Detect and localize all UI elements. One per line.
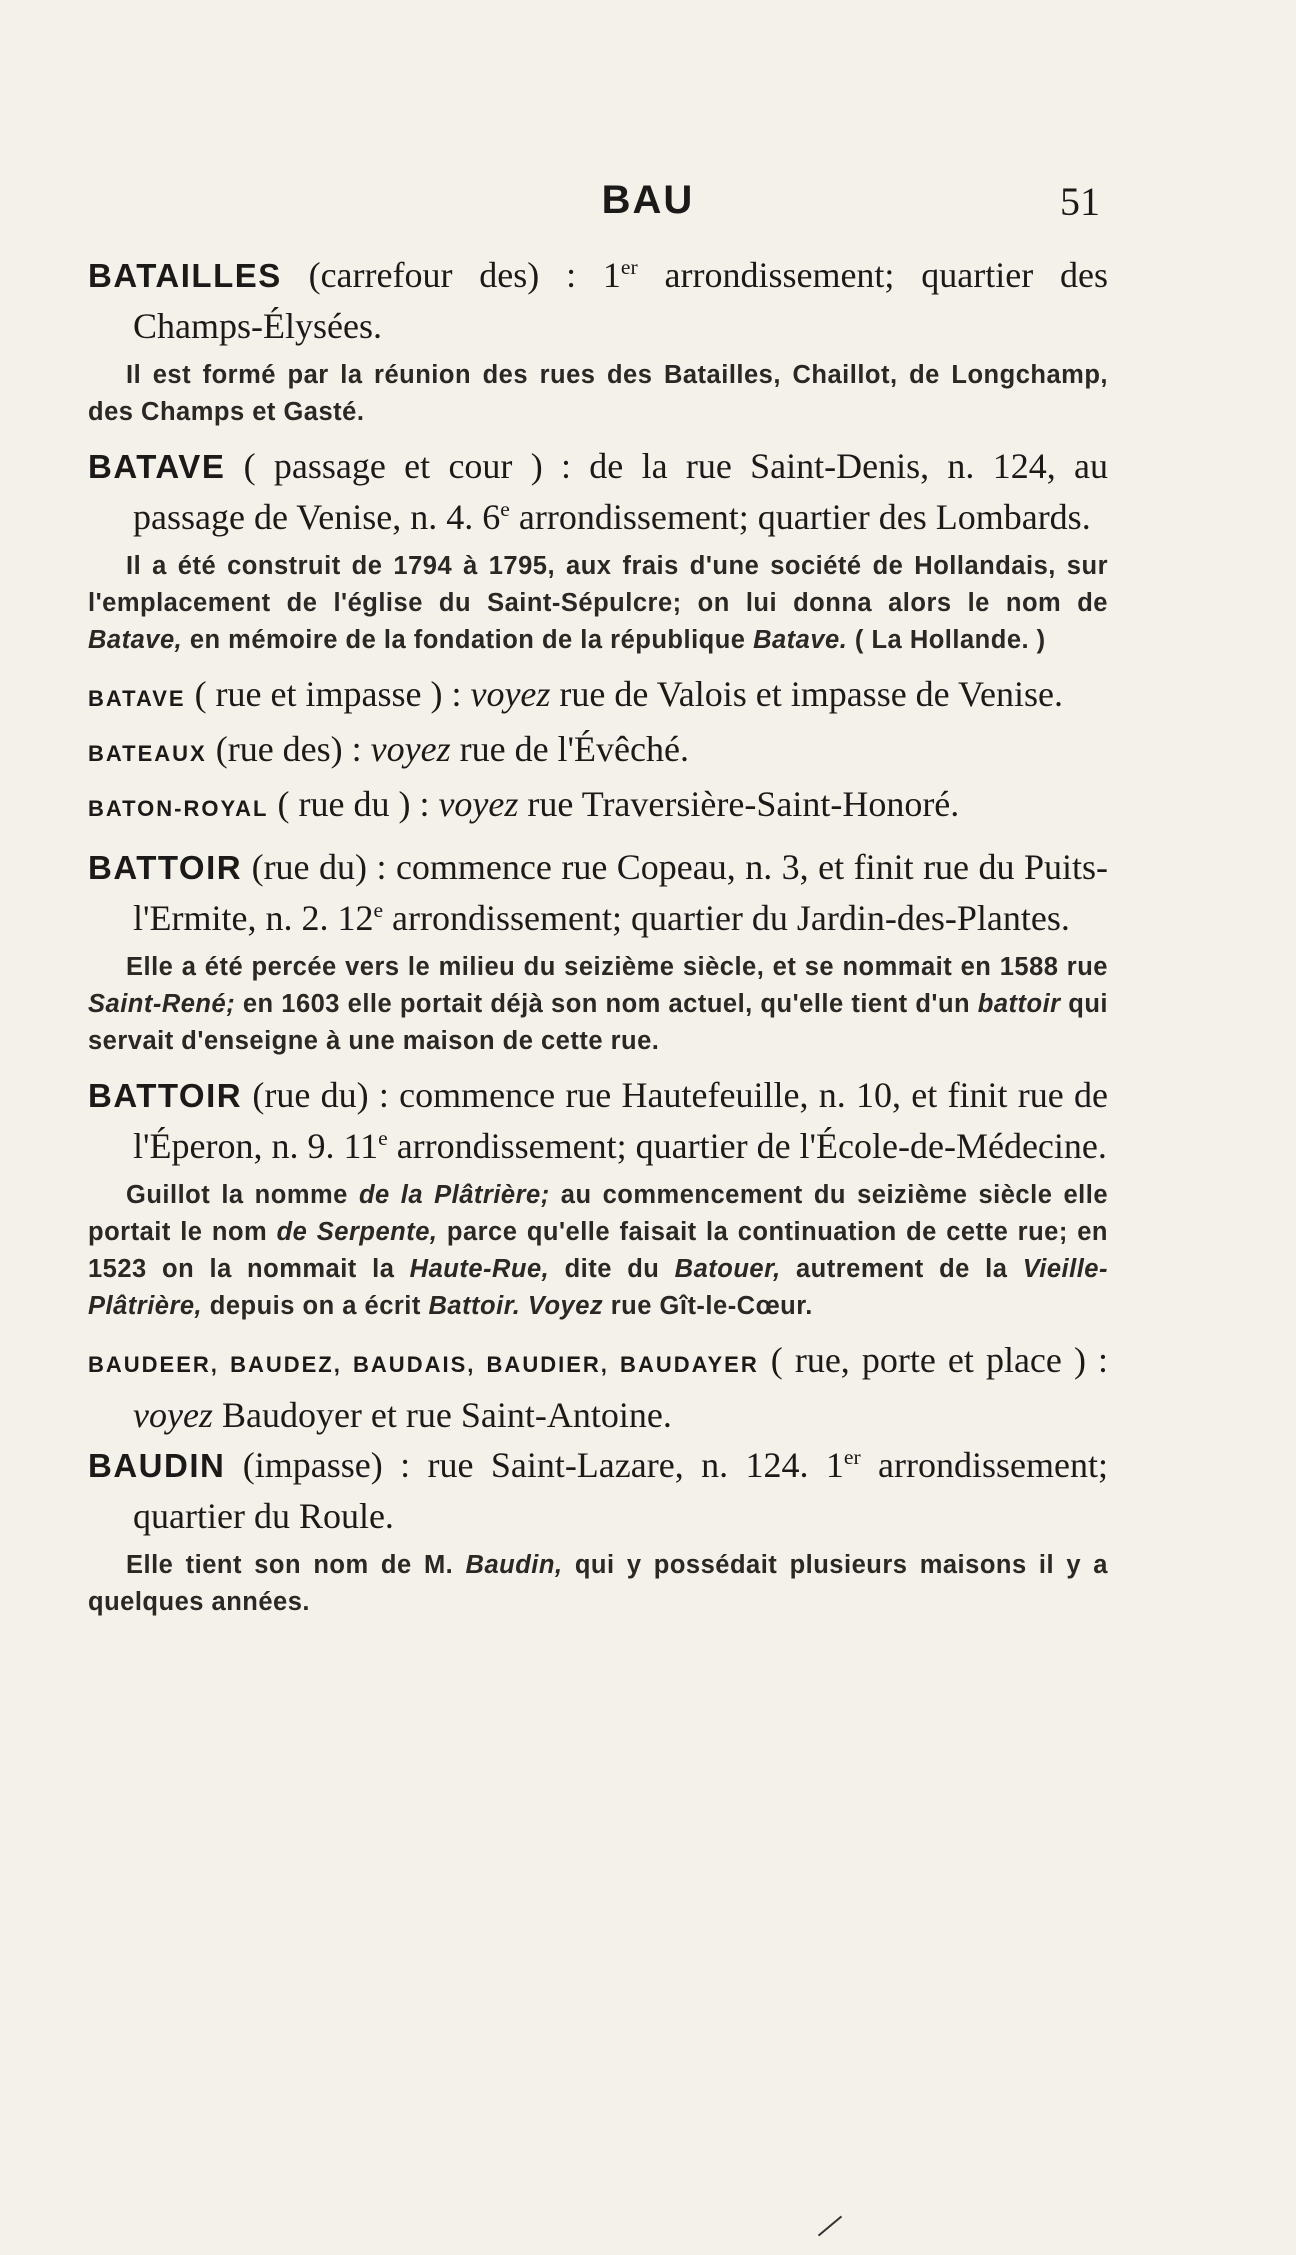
note-text: Il a été construit de 1794 à 1795, aux frais d'une société de Hollandais, sur l'emplacement de l'église du Saint-Sépulcre; on lui donna alors le nom de bbox=[88, 552, 1108, 617]
note-italic: Vieille-Plâtrière, bbox=[88, 1255, 1108, 1320]
note-baudin bbox=[88, 1547, 1108, 1621]
headword: BATTOIR bbox=[88, 849, 243, 886]
entry-battoir-copeau bbox=[88, 842, 1108, 943]
headword: BAUDEER, BAUDEZ, BAUDAIS, BAUDIER, BAUDAYER bbox=[88, 1352, 759, 1377]
note-battoir-hautefeuille bbox=[88, 1177, 1108, 1325]
dictionary-text bbox=[88, 250, 1108, 1631]
note-text: parce qu'elle faisait la continuation de cette rue; en 1523 on la nommait la bbox=[88, 1218, 1108, 1283]
entry-text: arrondissement; quartier du Jardin-des-Plantes. bbox=[383, 898, 1070, 938]
entry-text: arrondissement; quartier des Lombards. bbox=[509, 497, 1091, 537]
note-italic: battoir bbox=[977, 990, 1061, 1018]
entry-bateaux bbox=[88, 724, 1108, 779]
note-text: Elle a été percée vers le milieu du seizième siècle, et se nommait en 1588 rue bbox=[126, 953, 1108, 981]
entry-text: (rue du) : commence rue Copeau, n. 3, et finit rue du Puits-l'Ermite, n. 2. 12 bbox=[133, 847, 1108, 938]
entry-text: rue de l'Évêché. bbox=[450, 729, 689, 769]
superscript: e bbox=[500, 497, 510, 521]
superscript: er bbox=[620, 255, 638, 279]
headword: BATON-ROYAL bbox=[88, 796, 269, 821]
note-italic: Battoir. bbox=[428, 1292, 521, 1320]
superscript: e bbox=[373, 898, 384, 922]
note-text: qui servait d'enseigne à une maison de cette rue. bbox=[88, 990, 1109, 1055]
pencil-mark bbox=[818, 2216, 842, 2237]
note-text: qui y possédait plusieurs maisons il y a quelques années. bbox=[88, 1551, 1108, 1616]
note-text: rue Gît-le-Cœur. bbox=[603, 1292, 813, 1320]
note-text: dite du bbox=[549, 1255, 675, 1283]
note-italic: Voyez bbox=[527, 1292, 604, 1320]
note-italic: Haute-Rue, bbox=[409, 1255, 550, 1283]
running-title: BAU bbox=[601, 178, 695, 222]
entry-text: ( passage et cour ) : de la rue Saint-Denis, n. 124, au passage de Venise, n. 4. 6 bbox=[133, 446, 1108, 537]
note-italic: Batouer, bbox=[674, 1255, 781, 1283]
entry-text: rue Traversière-Saint-Honoré. bbox=[518, 784, 960, 824]
entry-italic: voyez bbox=[438, 784, 519, 824]
entry-text: ( rue, porte et place ) : bbox=[758, 1340, 1108, 1380]
entry-text: rue de Valois et impasse de Venise. bbox=[550, 674, 1063, 714]
entry-battoir-hautefeuille bbox=[88, 1070, 1108, 1171]
entry-italic: voyez bbox=[470, 674, 551, 714]
note-batailles: Il est formé par la réunion des rues des Batailles, Chaillot, de Longchamp, des Champs et Gasté. bbox=[88, 361, 1108, 426]
entry-text: (carrefour des) : 1 bbox=[281, 255, 621, 295]
entry-text: Baudoyer et rue Saint-Antoine. bbox=[212, 1395, 672, 1435]
note-text: Elle tient son nom de M. bbox=[126, 1551, 466, 1579]
note-text: en 1603 elle portait déjà son nom actuel, qu'elle tient d'un bbox=[235, 990, 978, 1018]
entry-text: (rue des) : bbox=[206, 729, 371, 769]
note-text: autrement de la bbox=[780, 1255, 1023, 1283]
headword: BATTOIR bbox=[88, 1077, 243, 1114]
note-text: Guillot la nomme bbox=[126, 1181, 359, 1209]
entry-batailles bbox=[88, 250, 1108, 351]
entry-baudeer bbox=[88, 1335, 1108, 1440]
entry-italic: voyez bbox=[133, 1395, 213, 1435]
note-batave bbox=[88, 548, 1108, 659]
note-text: au commencement du seizième siècle elle portait le nom bbox=[88, 1181, 1109, 1246]
note-italic: Batave. bbox=[753, 626, 848, 654]
entry-text: (rue du) : commence rue Hautefeuille, n. 10, et finit rue de l'Éperon, n. 9. 11 bbox=[133, 1075, 1108, 1166]
entry-text: arrondissement; quartier des Champs-Élysées. bbox=[133, 255, 1108, 346]
entry-text: arrondissement; quartier du Roule. bbox=[133, 1445, 1108, 1536]
entry-baudin bbox=[88, 1440, 1108, 1541]
page-number: 51 bbox=[1060, 179, 1100, 224]
superscript: er bbox=[843, 1445, 861, 1469]
headword: BATAVE bbox=[88, 448, 226, 485]
running-head bbox=[0, 178, 1296, 228]
entry-batave-rue bbox=[88, 669, 1108, 724]
entry-text: (impasse) : rue Saint-Lazare, n. 124. 1 bbox=[225, 1445, 844, 1485]
note-text: depuis on a écrit bbox=[202, 1292, 429, 1320]
note-italic: de la Plâtrière; bbox=[358, 1181, 550, 1209]
headword: BATAVE bbox=[88, 686, 186, 711]
note-italic: Saint-René; bbox=[88, 990, 236, 1018]
note-text: en mémoire de la fondation de la république bbox=[182, 626, 754, 654]
entry-batave-passage bbox=[88, 441, 1108, 542]
note-italic: Baudin, bbox=[465, 1551, 563, 1579]
note-italic: de Serpente, bbox=[276, 1218, 438, 1246]
headword: BATAILLES bbox=[88, 257, 282, 294]
headword: BATEAUX bbox=[88, 741, 207, 766]
entry-italic: voyez bbox=[370, 729, 451, 769]
entry-baton-royal bbox=[88, 779, 1108, 834]
note-italic: Batave, bbox=[88, 626, 183, 654]
headword: BAUDIN bbox=[88, 1447, 226, 1484]
entry-text: ( rue et impasse ) : bbox=[185, 674, 471, 714]
note-battoir-copeau bbox=[88, 949, 1108, 1060]
note-text bbox=[520, 1292, 528, 1320]
superscript: e bbox=[378, 1126, 388, 1150]
note-text: ( La Hollande. ) bbox=[847, 626, 1046, 654]
entry-text: arrondissement; quartier de l'École-de-Médecine. bbox=[387, 1126, 1107, 1166]
entry-text: ( rue du ) : bbox=[268, 784, 439, 824]
